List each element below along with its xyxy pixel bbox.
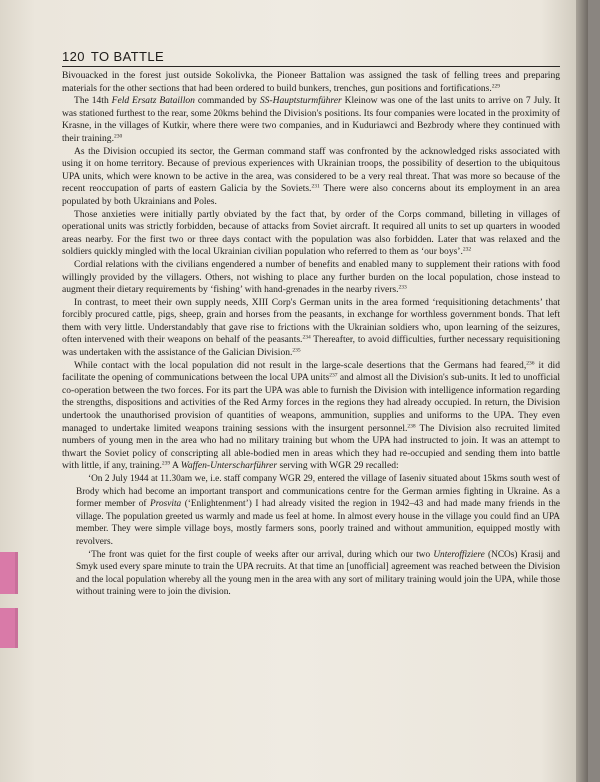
footnote-ref: 238 <box>407 423 416 430</box>
text-run: As the Division occupied its sector, the German command staff was confronted by the acknowledged risks associated with using it on home territory. Because of previous experiences with Ukrainian troops, the possibility of desertion to the ubiquitous UPA units, which were known to be active in the area, was considered to be a very real threat. That was more so because of the recent reoccupation of parts of eastern Galicia by the Soviets. <box>62 145 560 195</box>
paragraph <box>62 360 560 473</box>
paragraph <box>62 209 560 259</box>
footnote-ref: 239 <box>161 460 171 467</box>
paragraph <box>62 297 560 360</box>
text-run: ‘On 2 July 1944 at 11.30am we, i.e. staff company WGR 29, entered the village of Iaseniv situated about 15kms south west of Brody which had become an important transport and communications centre for the German armies fighting in Ukraine. As a former member of <box>76 474 560 510</box>
footnote-ref: 229 <box>491 83 501 90</box>
text-run: serving with WGR 29 recalled: <box>277 460 399 472</box>
footnote-ref: 235 <box>292 347 301 354</box>
text-run: A <box>170 460 181 472</box>
chapter-title: TO BATTLE <box>90 49 165 64</box>
paragraph <box>62 259 560 297</box>
footnote-ref: 231 <box>311 183 320 190</box>
text-run: The 14th <box>74 95 112 107</box>
body-text <box>62 70 560 599</box>
body-paragraphs <box>62 70 560 473</box>
italic-term: Feld Ersatz Bataillon <box>111 95 195 107</box>
italic-term: SS-Hauptsturmführer <box>259 95 342 107</box>
footnote-ref: 234 <box>302 334 311 341</box>
italic-term: Waffen-Unterscharführer <box>180 460 278 472</box>
text-run: In contrast, to meet their own supply needs, XIII Corp's German units in the area formed ‘requisitioning detachments’ that forcibly procured cattle, pigs, sheep, grain and horses from the peasants, in exchange for worthless government bonds. That left them with very little. Understandably that gave rise to frictions with the Ukrainian soldiers who, upon learning of the seizures, often intervened with their weapons on behalf of the peasants. <box>62 296 560 346</box>
page-marker-tab <box>0 608 18 648</box>
running-head <box>62 49 164 64</box>
italic-term: Unteroffiziere <box>433 549 485 560</box>
page-marker-tab <box>0 552 18 594</box>
page-edge-shadow <box>576 0 588 782</box>
footnote-ref: 232 <box>462 246 472 253</box>
text-run: it did facilitate the opening of communications between the local UPA units <box>62 359 560 384</box>
text-run: There were also concerns about its employment in an area populated by both Ukrainians and Poles. <box>62 183 560 207</box>
footnote-ref: 237 <box>329 372 338 379</box>
text-run: and almost all the Division's sub-units. It led to unofficial co-operation between the two forces. For its part the UPA was able to furnish the Division with intelligence information regarding the strengths, dispositions and activities of the Red Army forces in the regions they had already occupied. In return, the Division undertook the unauthorised provision of quantities of weapons, ammunition, supplies and uniforms to the UPA. They even managed to undertake limited weapons training sessions with the insurgent personnel. <box>62 372 561 434</box>
text-run: Kleinow was one of the last units to arrive on 7 July. It was stationed furthest to the rear, some 20kms behind the Division's positions. Its four companies were located in the proximity of Krasne, in the villages of Kutkir, where there were two companies, and in Kuduriawci and Bezbrody where they continued with their training. <box>62 95 560 144</box>
block-quote <box>76 473 560 599</box>
text-run: Those anxieties were initially partly obviated by the fact that, by order of the Corps command, billeting in villages of operational units was strictly forbidden, because of attacks from Soviet aircraft. It required all units to set up quarters in wooded areas nearby. For the first two or three days contact with the population was also forbidden. Later that was relaxed and the soldiers quickly mingled with the local Ukrainian civilian population who referred to them as ‘our boys’. <box>62 208 560 258</box>
text-run: (‘Enlightenment’) I had already visited the region in 1942–43 and had made many friends in the village. The population greeted us warmly and made us feel at home. In almost every house in the village you could find an UPA member. They were simple village boys, mostly farmers sons, poorly trained and without ammunition, equipped mostly with revolvers. <box>76 499 560 547</box>
paragraph <box>62 95 560 145</box>
text-run: The Division also recruited limited numbers of young men in the area who had no military training but whom the UPA had instructed to join. It was an attempt to thwart the Soviet policy of conscripting all able-bodied men in areas which they had re-occupied and sending them into battle with little, if any, training. <box>62 422 561 472</box>
text-run: Cordial relations with the civilians engendered a number of benefits and enabled many to supplement their rations with food willingly provided by the villagers. Others, not wishing to place any further burden on the local population, chose instead to augment their dietary requirements by ‘fishing’ with hand-grenades in the nearby rivers. <box>62 258 560 296</box>
header-rule <box>62 66 560 67</box>
text-run: Thereafter, to avoid difficulties, further necessary requisitioning was undertaken with the assistance of the Galician Division. <box>62 334 560 359</box>
quote-paragraph <box>76 549 560 599</box>
text-run: ‘The front was quiet for the first couple of weeks after our arrival, during which our two <box>88 549 434 560</box>
footnote-ref: 236 <box>526 360 535 367</box>
text-run: While contact with the local population did not result in the large-scale desertions that the Germans had feared, <box>74 359 527 371</box>
footnote-ref: 230 <box>113 133 123 140</box>
text-run: Bivouacked in the forest just outside Sokolivka, the Pioneer Battalion was assigned the task of felling trees and preparing materials for the other sections that had been ordered to build bunkers, trenches, gun positions and fortifications. <box>62 70 560 94</box>
paragraph <box>62 70 560 95</box>
quote-paragraph <box>76 473 560 549</box>
text-run: commanded by <box>194 95 260 107</box>
text-run: (NCOs) Krasij and Smyk used every spare minute to train the UPA recruits. At that time an [unofficial] agreement was reached between the Division and the local population whereby all the young men in the area with any sort of military training would join the UPA, while those without training were to join the division. <box>76 549 560 598</box>
italic-term: Prosvita <box>150 499 182 510</box>
paragraph <box>62 146 560 209</box>
page-number: 120 <box>62 49 85 64</box>
footnote-ref: 233 <box>398 284 407 291</box>
